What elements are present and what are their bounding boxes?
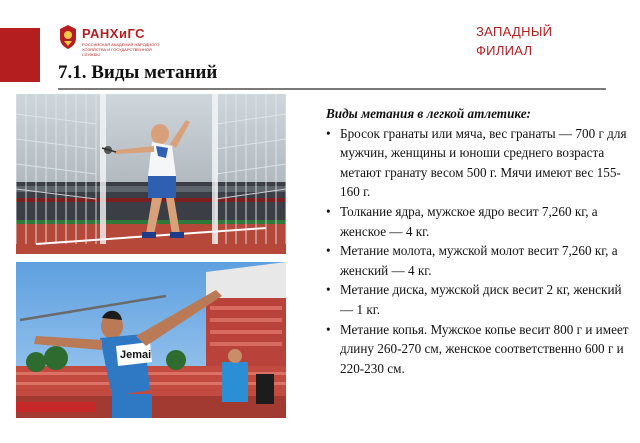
content-block [326,104,630,378]
hammer-throw-photo [16,94,286,254]
title-divider [58,88,606,90]
list-item-text: Бросок гранаты или мяча, вес гранаты — 700 г для мужчин, женщины и юноши среднего возраста метают гранату весом 500 г. Мячи имеют вес 155-160 г. [340,125,627,200]
logo-subtitle: РОССИЙСКАЯ АКАДЕМИЯ НАРОДНОГО ХОЗЯЙСТВА И ГОСУДАРСТВЕННОЙ СЛУЖБЫ [82,42,160,57]
bullet-icon: • [326,321,331,337]
accent-bar [0,28,40,82]
list-item [326,280,630,319]
branch-line-2: ФИЛИАЛ [476,43,533,58]
list-item-text: Толкание ядра, мужское ядро весит 7,260 кг, а женское — 4 кг. [340,203,598,239]
bullet-icon: • [326,203,331,219]
list-item-text: Метание молота, мужской молот весит 7,260 кг, а женский — 4 кг. [340,243,618,278]
list-item [326,320,630,379]
content-heading: Виды метания в легкой атлетике: [326,106,531,121]
bullet-icon: • [326,125,331,141]
slide-title: 7.1. Виды метаний [58,62,218,83]
list-item [326,241,630,280]
ranepa-logo [58,22,198,58]
bullet-icon: • [326,243,331,259]
bullet-icon: • [326,282,331,298]
throws-list [326,124,630,379]
list-item [326,124,630,202]
branch-label [476,22,552,60]
list-item [326,202,630,241]
emblem-icon [58,24,78,50]
logo-text: РАНХиГС [82,26,146,41]
javelin-throw-photo [16,262,286,418]
athlete-bib: Jemai [120,349,152,361]
list-item-text: Метание диска, мужской диск весит 2 кг, женский — 1 кг. [340,282,622,317]
branch-line-1: ЗАПАДНЫЙ [476,24,553,39]
list-item-text: Метание копья. Мужское копье весит 800 г и имеет длину 260-270 см, женское соответственно 600 г и 220-230 см. [340,321,629,376]
